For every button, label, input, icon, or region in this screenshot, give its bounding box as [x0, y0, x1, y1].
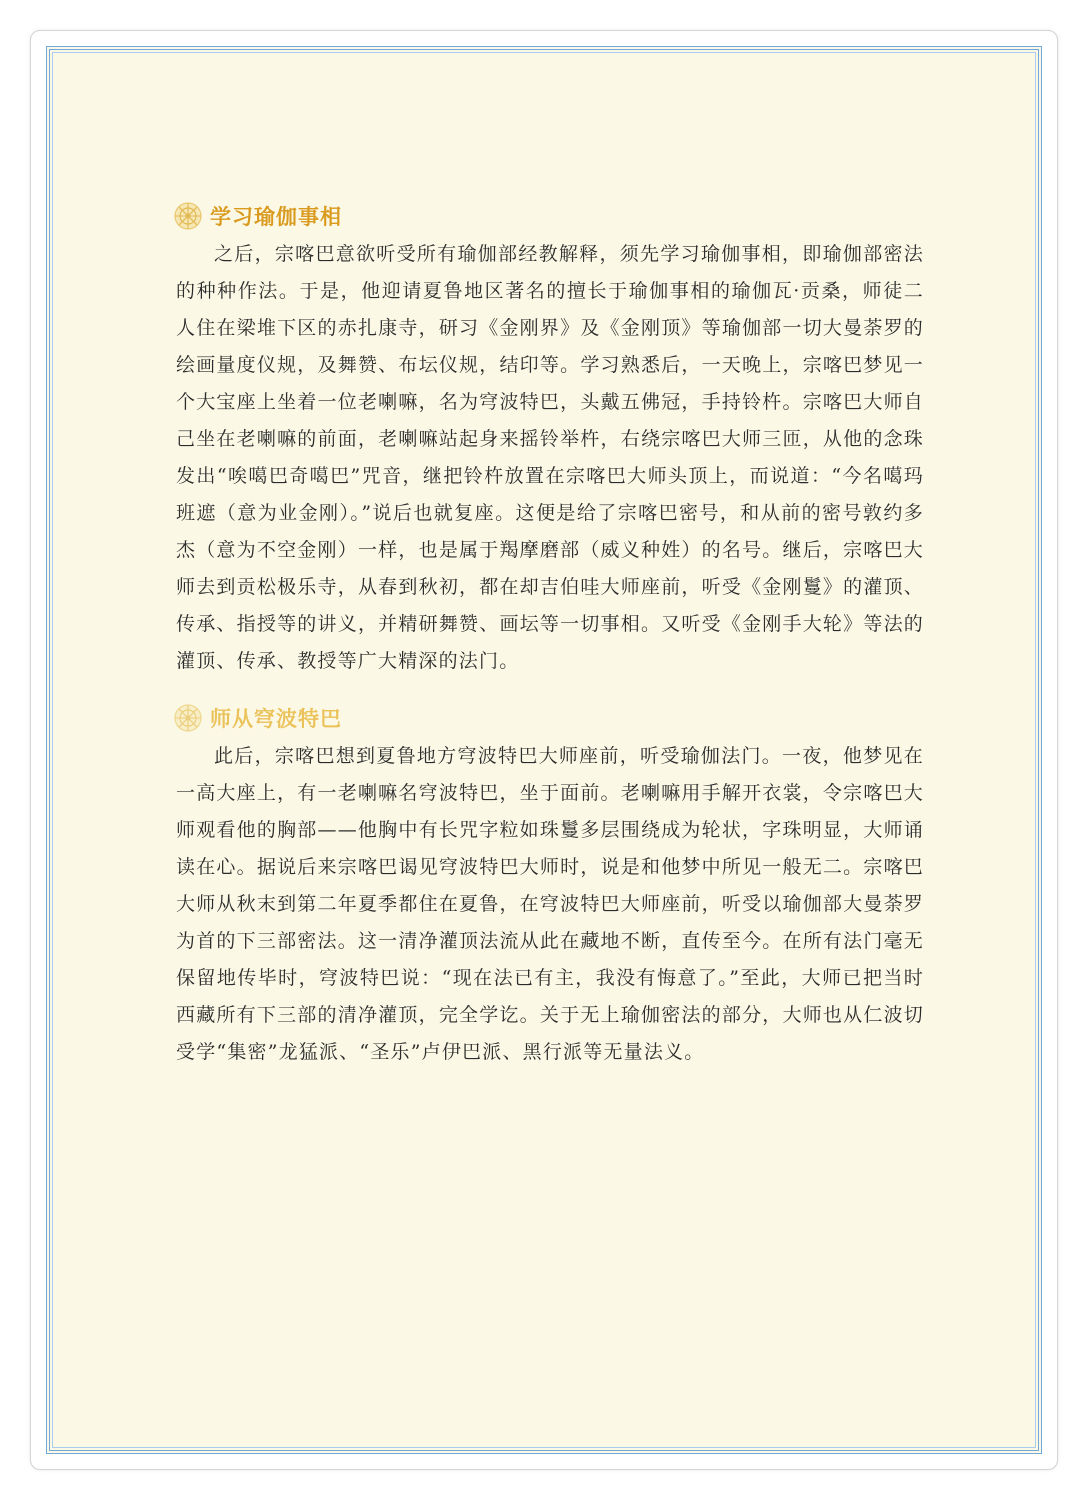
page-content — [176, 196, 924, 1089]
section-header — [172, 698, 924, 738]
dharma-wheel-icon — [172, 200, 204, 232]
section-learning-yoga — [176, 196, 924, 680]
section-title: 学习瑜伽事相 — [210, 205, 342, 229]
section-study-with-khyungpo — [176, 698, 924, 1071]
section-header — [172, 196, 924, 236]
section-paragraph: 此后，宗喀巴想到夏鲁地方穹波特巴大师座前，听受瑜伽法门。一夜，他梦见在一高大座上，有一老喇嘛名穹波特巴，坐于面前。老喇嘛用手解开衣裳，令宗喀巴大师观看他的胸部——他胸中有长咒字粒如珠鬘多层围绕成为轮状，字珠明显，大师诵读在心。据说后来宗喀巴谒见穹波特巴大师时，说是和他梦中所见一般无二。宗喀巴大师从秋末到第二年夏季都住在夏鲁，在穹波特巴大师座前，听受以瑜伽部大曼荼罗为首的下三部密法。这一清净灌顶法流从此在藏地不断，直传至今。在所有法门毫无保留地传毕时，穹波特巴说：“现在法已有主，我没有悔意了。”至此，大师已把当时西藏所有下三部的清净灌顶，完全学讫。关于无上瑜伽密法的部分，大师也从仁波切受学“集密”龙猛派、“圣乐”卢伊巴派、黑行派等无量法义。 — [176, 745, 924, 1063]
section-paragraph: 之后，宗喀巴意欲听受所有瑜伽部经教解释，须先学习瑜伽事相，即瑜伽部密法的种种作法。于是，他迎请夏鲁地区著名的擅长于瑜伽事相的瑜伽瓦·贡桑，师徒二人住在梁堆下区的赤扎康寺，研习《金刚界》及《金刚顶》等瑜伽部一切大曼荼罗的绘画量度仪规，及舞赞、布坛仪规，结印等。学习熟悉后，一天晚上，宗喀巴梦见一个大宝座上坐着一位老喇嘛，名为穹波特巴，头戴五佛冠，手持铃杵。宗喀巴大师自己坐在老喇嘛的前面，老喇嘛站起身来摇铃举杵，右绕宗喀巴大师三匝，从他的念珠发出“唉噶巴奇噶巴”咒音，继把铃杵放置在宗喀巴大师头顶上，而说道：“今名噶玛班遮（意为业金刚）。”说后也就复座。这便是给了宗喀巴密号，和从前的密号敦约多杰（意为不空金刚）一样，也是属于羯摩磨部（威义种姓）的名号。继后，宗喀巴大师去到贡松极乐寺，从春到秋初，都在却吉伯哇大师座前，听受《金刚鬘》的灌顶、传承、指授等的讲义，并精研舞赞、画坛等一切事相。又听受《金刚手大轮》等法的灌顶、传承、教授等广大精深的法门。 — [176, 243, 924, 672]
section-title: 师从穹波特巴 — [210, 707, 342, 731]
dharma-wheel-icon — [172, 702, 204, 734]
